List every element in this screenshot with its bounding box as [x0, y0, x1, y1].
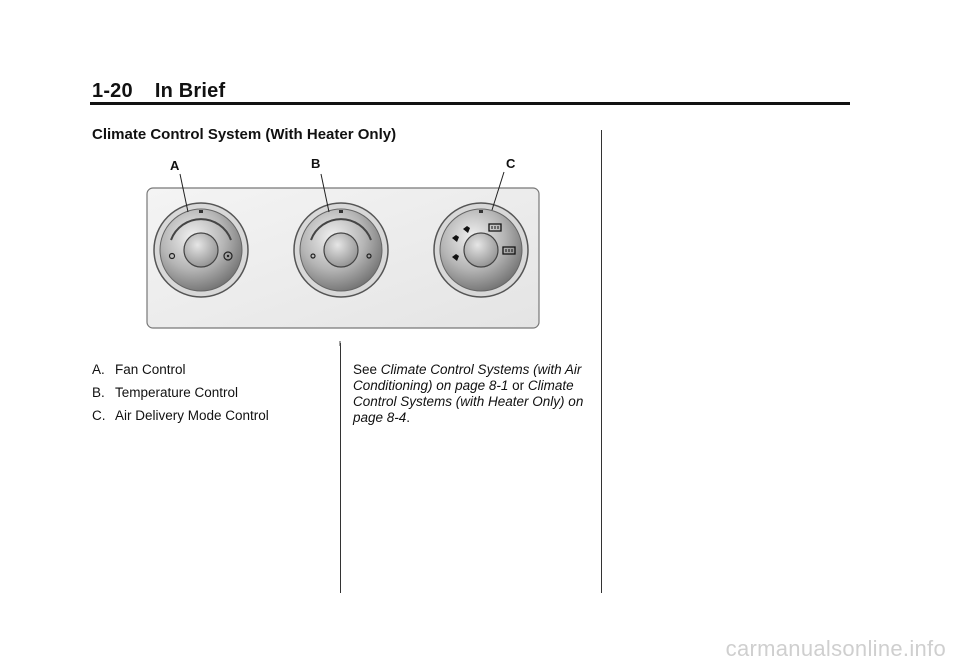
legend-text: Fan Control [115, 362, 186, 377]
air-delivery-mode-knob [434, 203, 528, 297]
legend-list [92, 362, 332, 431]
ref-suffix: . [406, 410, 411, 425]
cross-reference-text [353, 362, 588, 426]
ref-middle: or [508, 378, 528, 393]
callout-c: C [506, 156, 516, 171]
climate-control-illustration [130, 150, 550, 350]
page-number: 1-20 [92, 80, 133, 102]
legend-key: C. [92, 408, 106, 423]
legend-text: Air Delivery Mode Control [115, 408, 269, 423]
ref-link-heater[interactable]: Climate Control Systems (with Heater Only) on page 8-4 [353, 378, 584, 425]
section-title: Climate Control System (With Heater Only) [92, 126, 397, 143]
ref-prefix: See [353, 362, 381, 377]
ref-link-ac[interactable]: Climate Control Systems (with Air Conditioning) on page 8-1 [353, 362, 582, 393]
callout-a: A [170, 158, 180, 173]
legend-item [92, 408, 332, 424]
watermark: carmanualsonline.info [725, 636, 946, 661]
legend-key: A. [92, 362, 105, 377]
fan-control-knob [154, 203, 248, 297]
header-rule [90, 102, 850, 105]
legend-key: B. [92, 385, 105, 400]
temperature-control-knob [294, 203, 388, 297]
column-divider-left [340, 343, 341, 593]
legend-item [92, 385, 332, 401]
section-name: In Brief [154, 80, 226, 102]
callout-b: B [311, 156, 321, 171]
legend-item [92, 362, 332, 378]
page-header [92, 80, 225, 103]
legend-text: Temperature Control [115, 385, 239, 400]
column-divider-right [601, 130, 602, 593]
